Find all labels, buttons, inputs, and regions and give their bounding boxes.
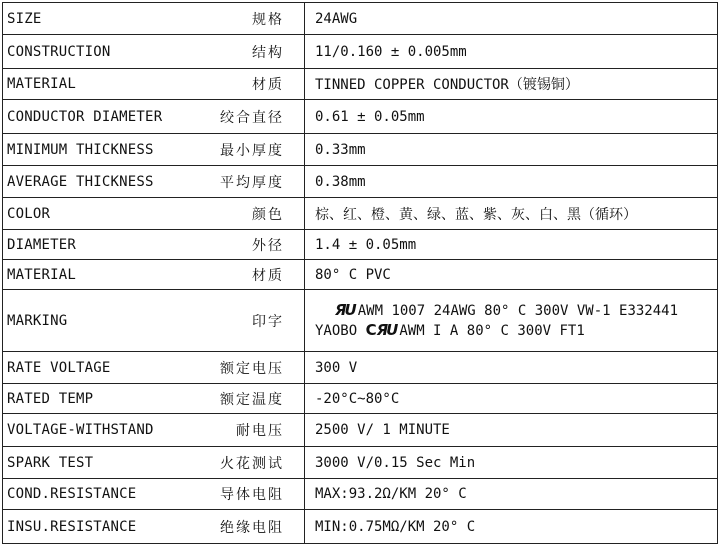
spec-row-diameter: [3, 230, 718, 260]
marking-brand: YAOBO: [315, 322, 358, 339]
spec-label-cn: 材质: [207, 69, 305, 100]
spec-label-en: COLOR: [3, 198, 207, 230]
spec-label-en: CONDUCTOR DIAMETER: [3, 100, 207, 134]
spec-label-en: VOLTAGE-WITHSTAND: [3, 414, 207, 447]
spec-label-en: MINIMUM THICKNESS: [3, 134, 207, 166]
spec-label-en: DIAMETER: [3, 230, 207, 260]
spec-row-rate-voltage: [3, 352, 718, 384]
spec-label-cn: 额定电压: [207, 352, 305, 384]
spec-label-en: SIZE: [3, 3, 207, 35]
marking-line-1: [315, 301, 713, 321]
marking-text-2: AWM I A 80° C 300V FT1: [399, 322, 585, 339]
spec-label-cn: 火花测试: [207, 447, 305, 479]
spec-value: 3000 V/0.15 Sec Min: [305, 447, 718, 479]
spec-label-cn: 最小厚度: [207, 134, 305, 166]
spec-label-en: AVERAGE THICKNESS: [3, 166, 207, 198]
spec-value: 棕、红、橙、黄、绿、蓝、紫、灰、白、黑（循环）: [305, 198, 718, 230]
spec-value: 11/0.160 ± 0.005mm: [305, 35, 718, 69]
spec-label-cn: 额定温度: [207, 384, 305, 414]
spec-row-average-thickness: [3, 166, 718, 198]
spec-row-construction: [3, 35, 718, 69]
spec-label-cn: 颜色: [207, 198, 305, 230]
spec-label-en: INSU.RESISTANCE: [3, 510, 207, 544]
ul-logo-icon: ЯU: [335, 300, 355, 319]
spec-label-cn: 绝缘电阻: [207, 510, 305, 544]
spec-row-insulation-material: [3, 260, 718, 290]
spec-label-cn: 印字: [207, 290, 305, 352]
spec-value: -20°C~80°C: [305, 384, 718, 414]
spec-row-marking: [3, 290, 718, 352]
marking-cell: [305, 290, 718, 352]
spec-row-minimum-thickness: [3, 134, 718, 166]
spec-label-cn: 外径: [207, 230, 305, 260]
spec-value: 0.33mm: [305, 134, 718, 166]
spec-label-en: MATERIAL: [3, 69, 207, 100]
spec-value: 1.4 ± 0.05mm: [305, 230, 718, 260]
spec-row-spark-test: [3, 447, 718, 479]
c-ul-logo-icon: [366, 321, 400, 339]
spec-label-cn: 平均厚度: [207, 166, 305, 198]
spec-label-en: RATE VOLTAGE: [3, 352, 207, 384]
spec-value: 0.38mm: [305, 166, 718, 198]
spec-label-en: MATERIAL: [3, 260, 207, 290]
spec-row-size: [3, 3, 718, 35]
spec-label-en: SPARK TEST: [3, 447, 207, 479]
spec-value: 0.61 ± 0.05mm: [305, 100, 718, 134]
spec-value: MIN:0.75MΩ/KM 20° C: [305, 510, 718, 544]
spec-row-conductor-diameter: [3, 100, 718, 134]
spec-value: 2500 V/ 1 MINUTE: [305, 414, 718, 447]
spec-label-cn: 导体电阻: [207, 479, 305, 510]
spec-label-en: RATED TEMP: [3, 384, 207, 414]
spec-row-cond-resistance: [3, 479, 718, 510]
spec-label-cn: 规格: [207, 3, 305, 35]
spec-value: 300 V: [305, 352, 718, 384]
marking-line-2: [315, 321, 713, 341]
spec-label-en: MARKING: [3, 290, 207, 352]
spec-label-en: COND.RESISTANCE: [3, 479, 207, 510]
c-letter: C: [365, 320, 377, 339]
spec-row-rated-temp: [3, 384, 718, 414]
spec-row-insu-resistance: [3, 510, 718, 544]
spec-row-conductor-material: [3, 69, 718, 100]
spec-value: TINNED COPPER CONDUCTOR（镀锡铜）: [305, 69, 718, 100]
spec-table: [2, 2, 718, 544]
marking-text-1: AWM 1007 24AWG 80° C 300V VW-1 E332441: [357, 302, 679, 319]
spec-value: 24AWG: [305, 3, 718, 35]
spec-label-cn: 绞合直径: [207, 100, 305, 134]
spec-row-voltage-withstand: [3, 414, 718, 447]
spec-label-cn: 耐电压: [207, 414, 305, 447]
ul-logo-icon: ЯU: [376, 320, 397, 339]
spec-label-cn: 结构: [207, 35, 305, 69]
spec-value: MAX:93.2Ω/KM 20° C: [305, 479, 718, 510]
spec-label-en: CONSTRUCTION: [3, 35, 207, 69]
spec-row-color: [3, 198, 718, 230]
spec-label-cn: 材质: [207, 260, 305, 290]
spec-value: 80° C PVC: [305, 260, 718, 290]
